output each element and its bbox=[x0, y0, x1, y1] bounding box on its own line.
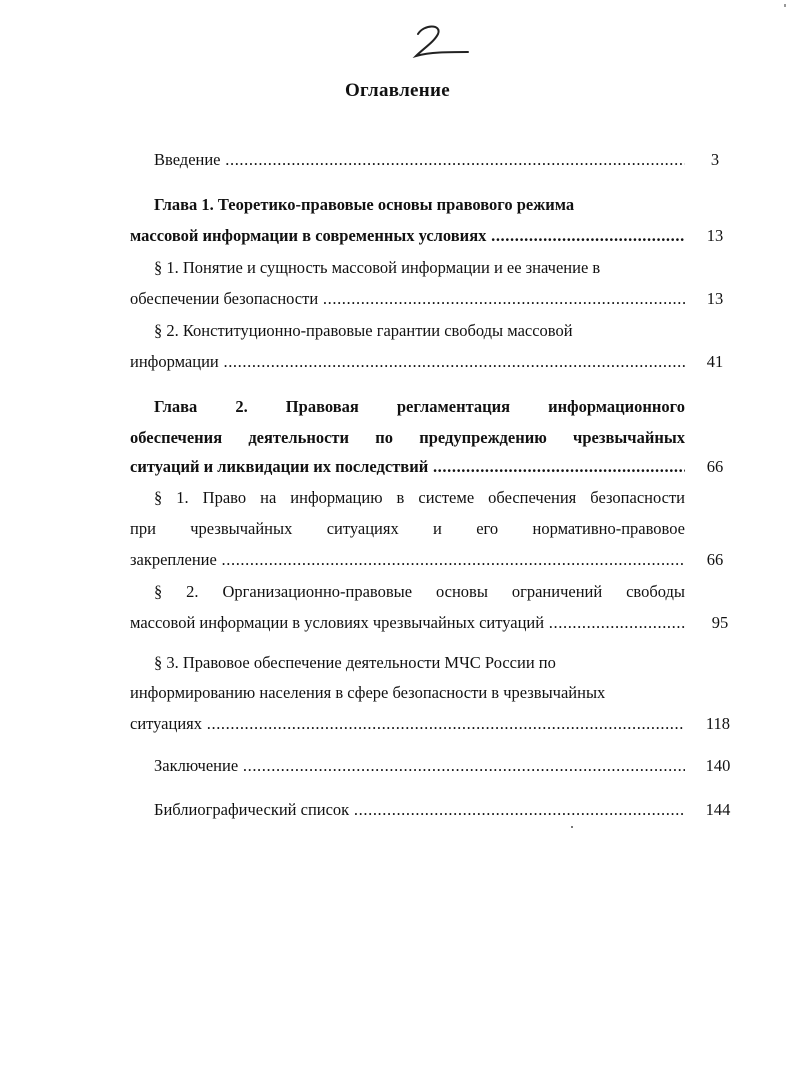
toc-section-2-2-line1[interactable]: § 2. Организационно-правовые основы ограничений свободы bbox=[154, 582, 685, 601]
toc-section-2-3[interactable] bbox=[130, 714, 685, 736]
toc-section-1-2-line1[interactable]: § 2. Конституционно-правовые гарантии свободы массовой bbox=[154, 321, 573, 340]
toc-intro-label: Введение bbox=[154, 150, 221, 169]
toc-chapter2-line3: ситуаций и ликвидации их последствий bbox=[130, 457, 429, 476]
toc-section-2-1-page: 66 bbox=[706, 550, 724, 569]
toc-chapter2[interactable] bbox=[130, 457, 685, 479]
toc-intro[interactable] bbox=[154, 150, 685, 172]
toc-intro-page: 3 bbox=[710, 150, 720, 169]
toc-section-1-1-line2: обеспечении безопасности bbox=[130, 289, 319, 308]
toc-section-2-2-page: 95 bbox=[711, 613, 729, 632]
toc-section-1-1-page: 13 bbox=[706, 289, 724, 308]
toc-chapter1-line1[interactable]: Глава 1. Теоретико-правовые основы правового режима bbox=[154, 195, 575, 214]
toc-section-2-3-page: 118 bbox=[705, 714, 731, 733]
toc-section-1-1-line1[interactable]: § 1. Понятие и сущность массовой информации и ее значение в bbox=[154, 258, 601, 277]
toc-section-2-2-line2: массовой информации в условиях чрезвычайных ситуаций bbox=[130, 613, 545, 632]
toc-section-2-1[interactable] bbox=[130, 550, 685, 572]
toc-chapter2-page: 66 bbox=[706, 457, 724, 476]
toc-section-2-3-line3: ситуациях bbox=[130, 714, 203, 733]
toc-chapter2-line2[interactable]: обеспечения деятельности по предупреждению чрезвычайных bbox=[130, 428, 685, 447]
scan-speck bbox=[571, 826, 573, 828]
toc-chapter1-line2: массовой информации в современных условиях bbox=[130, 226, 487, 245]
toc-section-1-2-page: 41 bbox=[706, 352, 724, 371]
scan-mark bbox=[784, 4, 786, 7]
toc-conclusion[interactable] bbox=[154, 756, 685, 778]
toc-chapter2-line1[interactable]: Глава 2. Правовая регламентация информационного bbox=[154, 397, 685, 416]
toc-section-1-1[interactable] bbox=[130, 289, 685, 311]
handwritten-page-number bbox=[412, 22, 472, 58]
toc-section-2-1-line1[interactable]: § 1. Право на информацию в системе обеспечения безопасности bbox=[154, 488, 685, 507]
toc-chapter1-page: 13 bbox=[706, 226, 724, 245]
toc-section-2-1-line2[interactable]: при чрезвычайных ситуациях и его нормативно-правовое bbox=[130, 519, 685, 538]
toc-section-2-3-line2[interactable]: информированию населения в сфере безопасности в чрезвычайных bbox=[130, 683, 606, 702]
toc-section-1-2[interactable] bbox=[130, 352, 685, 374]
toc-section-2-2[interactable] bbox=[130, 613, 685, 635]
toc-chapter1[interactable] bbox=[130, 226, 685, 248]
toc-bibliography[interactable] bbox=[154, 800, 685, 822]
toc-conclusion-page: 140 bbox=[705, 756, 731, 775]
toc-section-2-1-line3: закрепление bbox=[130, 550, 217, 569]
page-title: Оглавление bbox=[344, 80, 451, 101]
toc-bibliography-label: Библиографический список bbox=[154, 800, 350, 819]
toc-conclusion-label: Заключение bbox=[154, 756, 239, 775]
toc-section-1-2-line2: информации bbox=[130, 352, 219, 371]
toc-section-2-3-line1[interactable]: § 3. Правовое обеспечение деятельности МЧС России по bbox=[154, 653, 556, 672]
toc-bibliography-page: 144 bbox=[705, 800, 731, 819]
